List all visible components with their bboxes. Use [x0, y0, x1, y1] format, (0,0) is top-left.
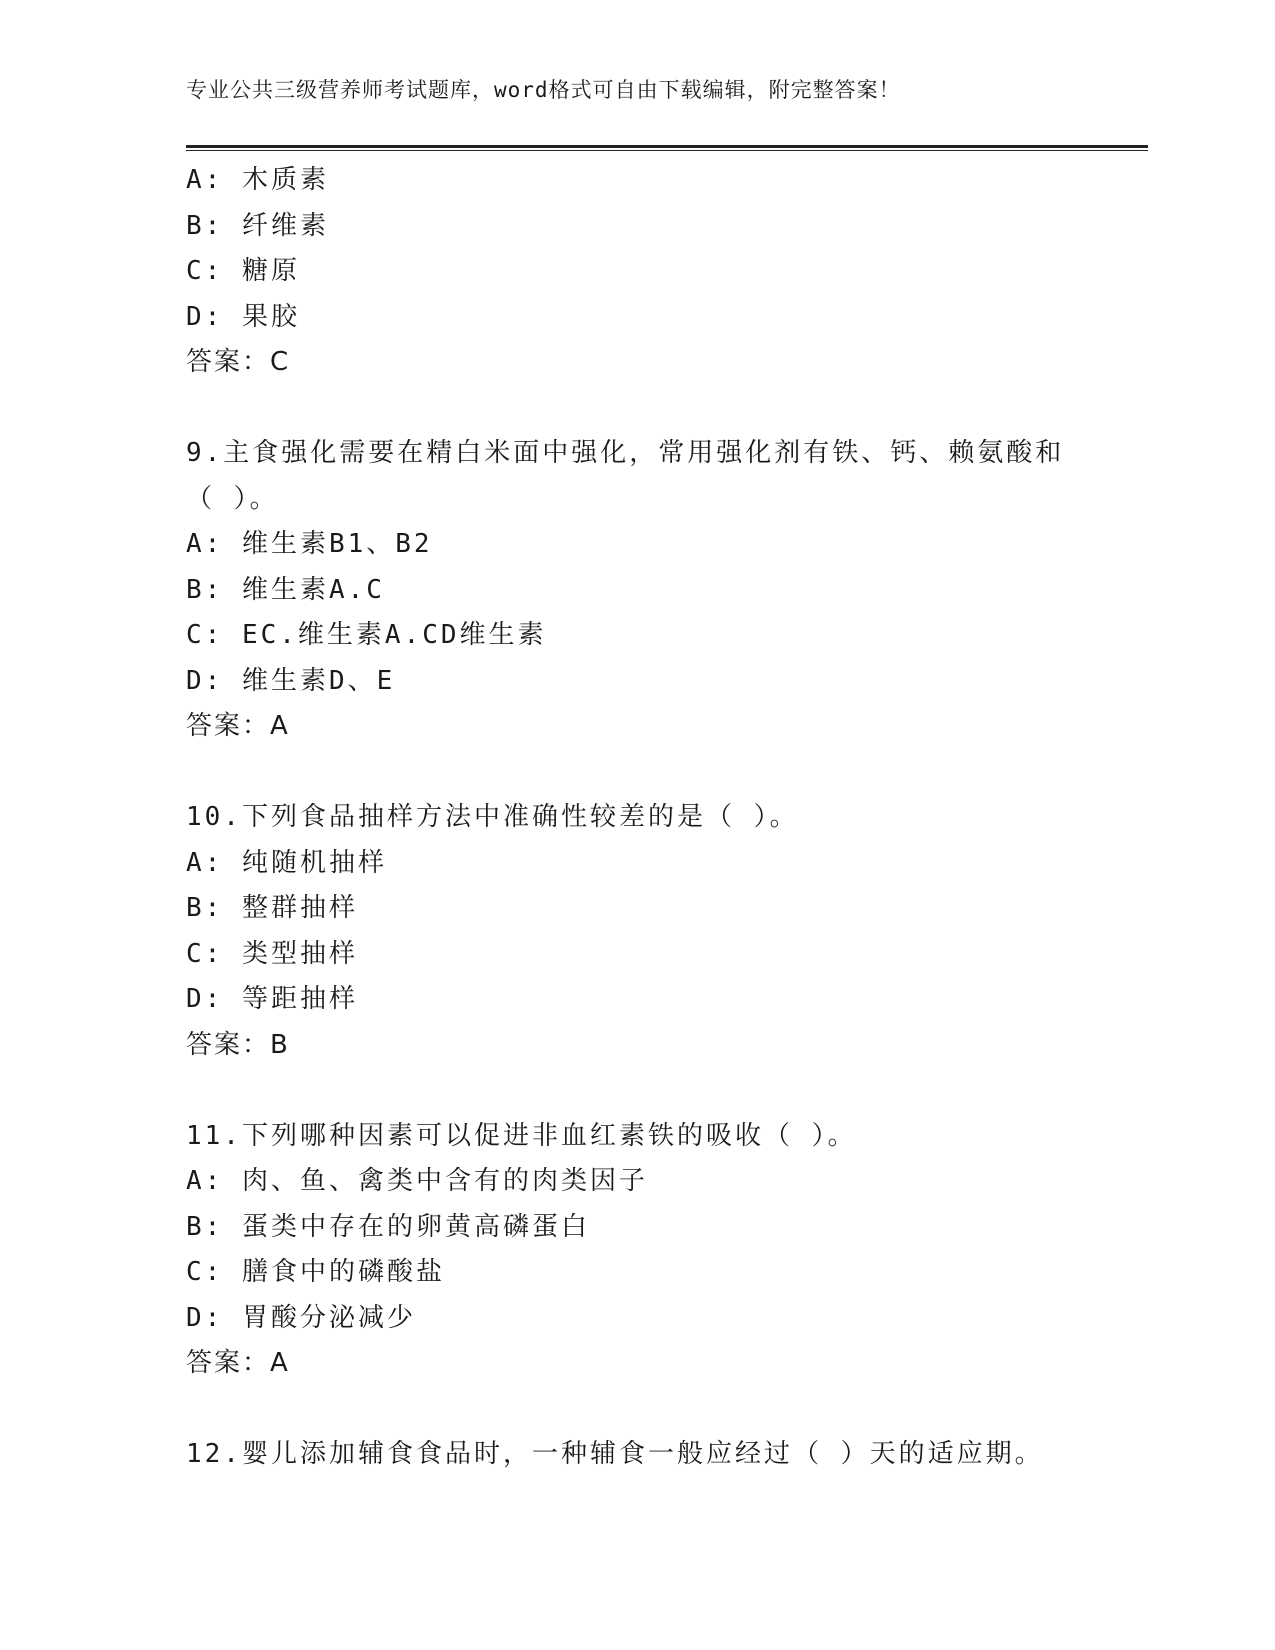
document-header: 专业公共三级营养师考试题库，word格式可自由下载编辑，附完整答案！: [186, 78, 901, 102]
option-b: B: 整群抽样: [186, 893, 358, 923]
option-b: B: 蛋类中存在的卵黄高磷蛋白: [186, 1211, 590, 1242]
option-b: B: 纤维素: [186, 210, 329, 241]
option-c: C: 糖原: [186, 256, 300, 286]
answer: 答案：A: [186, 1348, 290, 1378]
answer: 答案：C: [186, 347, 291, 377]
question-8-block: [186, 158, 1146, 386]
option-c: C: 类型抽样: [186, 938, 358, 969]
option-d: D: 果胶: [186, 301, 300, 332]
option-b: B: 维生素A.C: [186, 574, 385, 605]
question-stem: 12.婴儿添加辅食食品时，一种辅食一般应经过（ ）天的适应期。: [186, 1439, 1044, 1469]
option-a: A: 木质素: [186, 165, 329, 195]
question-12-block: [186, 1432, 1146, 1478]
option-d: D: 等距抽样: [186, 984, 358, 1014]
option-a: A: 肉、鱼、禽类中含有的肉类因子: [186, 1166, 648, 1196]
question-stem: 9.主食强化需要在精白米面中强化，常用强化剂有铁、钙、赖氨酸和: [186, 438, 1065, 468]
header-rule-thick: [186, 145, 1148, 148]
question-stem: 11.下列哪种因素可以促进非血红素铁的吸收（ ）。: [186, 1120, 857, 1151]
answer: 答案：A: [186, 711, 290, 741]
option-c: C: EC.维生素A.CD维生素: [186, 620, 547, 650]
question-stem-continued: （ ）。: [186, 483, 279, 514]
option-d: D: 维生素D、E: [186, 665, 396, 696]
question-11-block: [186, 1114, 1146, 1387]
question-list: [186, 158, 1146, 1478]
option-a: A: 维生素B1、B2: [186, 529, 433, 559]
option-a: A: 纯随机抽样: [186, 847, 387, 878]
header-rule-thin: [186, 150, 1148, 151]
question-10-block: [186, 795, 1146, 1068]
question-9-block: [186, 431, 1146, 750]
answer: 答案：B: [186, 1029, 290, 1060]
option-d: D: 胃酸分泌减少: [186, 1302, 416, 1333]
option-c: C: 膳食中的磷酸盐: [186, 1257, 445, 1287]
question-stem: 10.下列食品抽样方法中准确性较差的是（ ）。: [186, 802, 799, 832]
